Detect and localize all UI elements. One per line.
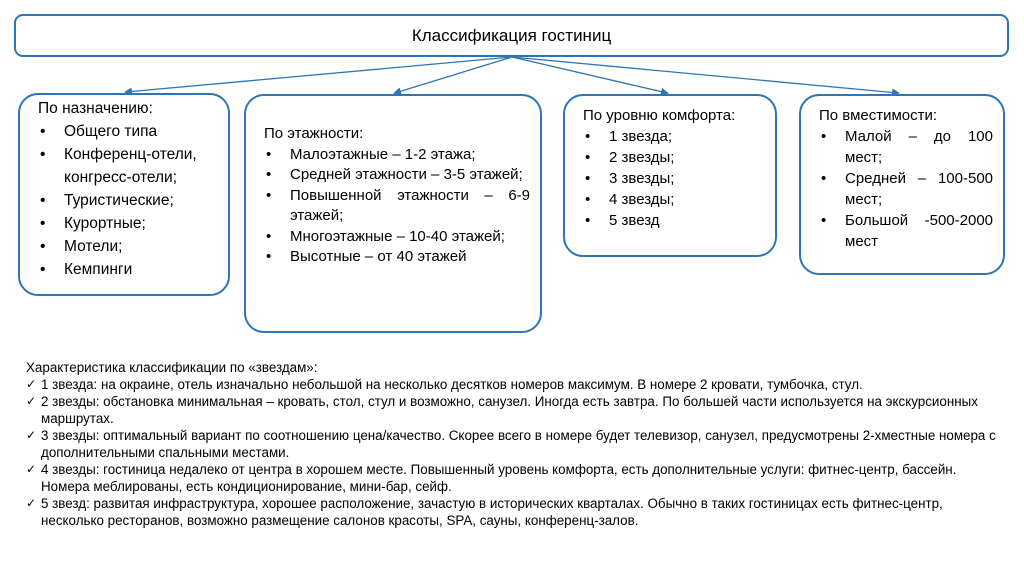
list-item: • Конференц-отели, конгресс-отели; — [38, 143, 218, 189]
category-comfort-title: По уровню комфорта: — [583, 107, 736, 124]
arrow-to-floors — [395, 57, 512, 93]
stars-list — [26, 376, 1001, 529]
list-item: • 4 звезды; — [583, 189, 765, 210]
stars-characteristics — [26, 359, 1001, 529]
list-item: • Мотели; — [38, 235, 218, 258]
category-purpose-box — [18, 93, 230, 296]
list-item: • 3 звезды; — [583, 168, 765, 189]
stars-list-item: ✓ 3 звезды: оптимальный вариант по соотношению цена/качество. Скорее всего в номере будет телевизор, санузел, предусмотрены 2-хместные номера с дополнительными спальными местами. — [26, 427, 1001, 461]
list-item: • 5 звезд — [583, 210, 765, 231]
category-capacity-box — [799, 94, 1005, 275]
category-capacity-title: По вместимости: — [819, 107, 938, 124]
list-item: • 2 звезды; — [583, 147, 765, 168]
category-comfort-box — [563, 94, 777, 257]
list-item: • Большой -500-2000 мест — [819, 210, 993, 252]
category-floors-list — [264, 145, 530, 268]
category-comfort-list — [583, 126, 765, 231]
stars-heading: Характеристика классификации по «звездам»: — [26, 360, 318, 375]
stars-list-item: ✓ 2 звезды: обстановка минимальная – кровать, стол, стул и возможно, санузел. Иногда есть завтра. По большей части используется на экскурсионных маршрутах. — [26, 393, 1001, 427]
category-purpose-title: По назначению: — [38, 100, 153, 117]
list-item: • Малоэтажные – 1-2 этажа; — [264, 145, 530, 166]
list-item: • Кемпинги — [38, 258, 218, 281]
stars-list-item: ✓ 4 звезды: гостиница недалеко от центра в хорошем месте. Повышенный уровень комфорта, есть дополнительные услуги: фитнес-центр, бассейн. Номера меблированы, есть кондиционирование, мини-бар, сейф. — [26, 461, 1001, 495]
category-floors-title: По этажности: — [264, 125, 364, 142]
list-item: • 1 звезда; — [583, 126, 765, 147]
arrow-to-comfort — [512, 57, 667, 93]
list-item: • Средней этажности – 3-5 этажей; — [264, 165, 530, 186]
arrow-to-purpose — [126, 57, 512, 92]
category-capacity-list — [819, 126, 993, 252]
category-floors-box — [244, 94, 542, 333]
arrow-to-capacity — [512, 57, 898, 93]
stars-list-item: ✓ 5 звезд: развитая инфраструктура, хорошее расположение, зачастую в исторических кварталах. Обычно в таких гостиницах есть фитнес-центр, несколько ресторанов, возможно размещение салонов красоты, SPA, сауны, конференц-залов. — [26, 495, 1001, 529]
list-item: • Общего типа — [38, 120, 218, 143]
list-item: • Средней – 100-500 мест; — [819, 168, 993, 210]
stars-list-item: ✓ 1 звезда: на окраине, отель изначально небольшой на несколько десятков номеров максимум. В номере 2 кровати, тумбочка, стул. — [26, 376, 1001, 393]
list-item: • Повышенной этажности – 6-9 этажей; — [264, 186, 530, 227]
category-purpose-list — [38, 120, 218, 281]
classification-title: Классификация гостиниц — [411, 25, 612, 45]
list-item: • Курортные; — [38, 212, 218, 235]
list-item: • Многоэтажные – 10-40 этажей; — [264, 227, 530, 248]
list-item: • Высотные – от 40 этажей — [264, 247, 530, 268]
classification-title-box — [14, 14, 1009, 57]
list-item: • Малой – до 100 мест; — [819, 126, 993, 168]
list-item: • Туристические; — [38, 189, 218, 212]
